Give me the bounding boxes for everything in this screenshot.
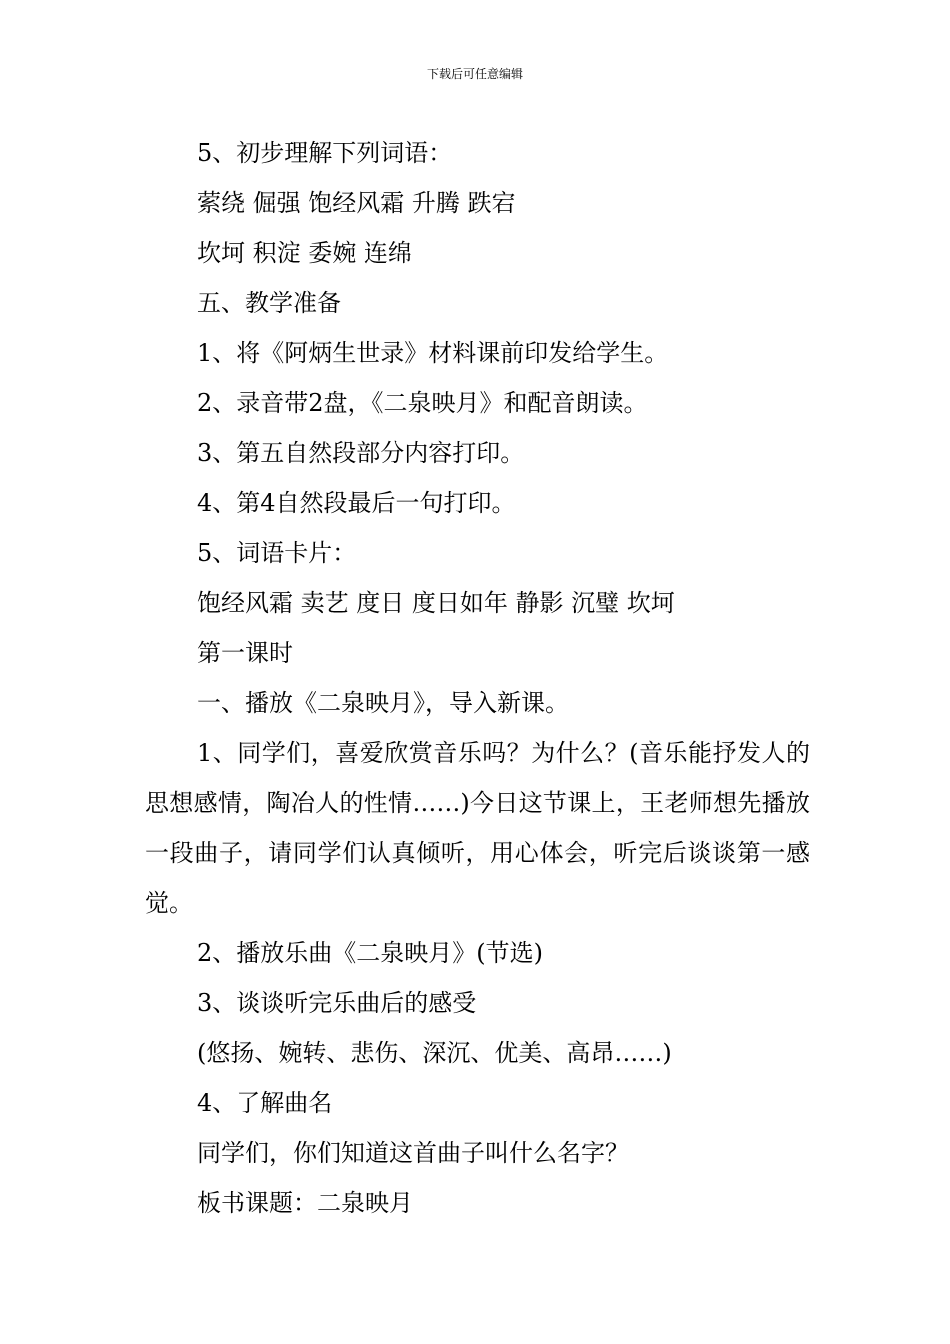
text-line: 板书课题：二泉映月: [197, 1189, 413, 1217]
document-body: [145, 128, 810, 1228]
text-line: 一、播放《二泉映月》，导入新课。: [197, 689, 569, 717]
page-header: 下载后可任意编辑: [426, 67, 523, 81]
text-line: 2、播放乐曲《二泉映月》(节选): [197, 939, 543, 967]
text-line: 4、第4自然段最后一句打印。: [197, 489, 516, 517]
text-line: 5、初步理解下列词语：: [197, 139, 453, 167]
text-line: 1、将《阿炳生世录》材料课前印发给学生。: [197, 339, 669, 367]
text-line: 2、录音带2盘，《二泉映月》和配音朗读。: [197, 389, 648, 417]
text-line: 饱经风霜 卖艺 度日 度日如年 静影 沉璧 坎坷: [197, 589, 675, 617]
text-line: (悠扬、婉转、悲伤、深沉、优美、高昂……): [197, 1039, 672, 1067]
text-line: 萦绕 倔强 饱经风霜 升腾 跌宕: [197, 189, 516, 217]
text-line: 4、了解曲名: [197, 1089, 333, 1117]
section-heading: 第一课时: [197, 639, 293, 667]
section-heading: 五、教学准备: [197, 289, 341, 317]
body-paragraph: 1、同学们，喜爱欣赏音乐吗？为什么？(音乐能抒发人的思想感情，陶冶人的性情……)今日这节课上，王老师想先播放一段曲子，请同学们认真倾听，用心体会，听完后谈谈第一感觉。: [145, 739, 810, 917]
text-line: 3、谈谈听完乐曲后的感受: [197, 989, 477, 1017]
text-line: 同学们，你们知道这首曲子叫什么名字？: [197, 1139, 629, 1167]
text-line: 5、词语卡片：: [197, 539, 357, 567]
text-line: 坎坷 积淀 委婉 连绵: [197, 239, 412, 267]
text-line: 3、第五自然段部分内容打印。: [197, 439, 525, 467]
